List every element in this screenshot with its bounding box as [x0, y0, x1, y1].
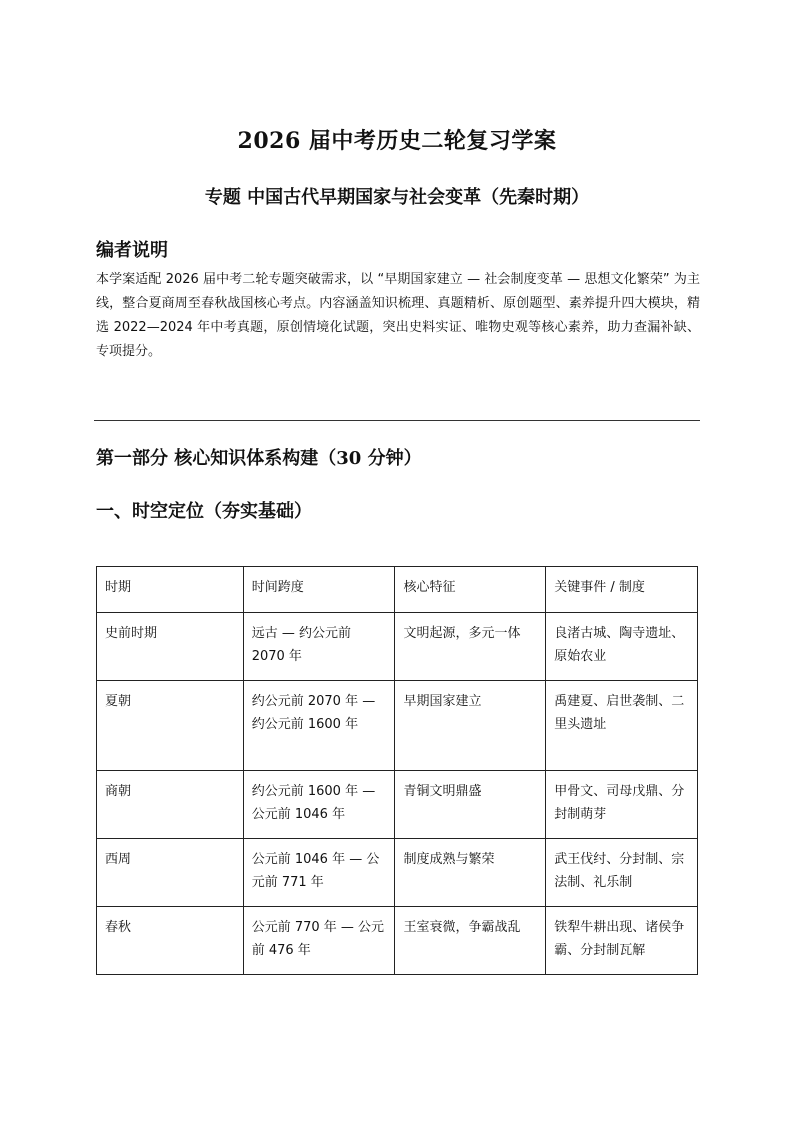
table-row [97, 771, 698, 839]
table-cell-events: 武王伐纣、分封制、宗法制、礼乐制 [546, 839, 698, 907]
table-row [97, 681, 698, 771]
table-cell-feature: 早期国家建立 [395, 681, 546, 771]
table-cell-period: 商朝 [97, 771, 244, 839]
editor-note-paragraph: 本学案适配 2026 届中考二轮专题突破需求，以 “早期国家建立 — 社会制度变革 — 思想文化繁荣” 为主线，整合夏商周至春秋战国核心考点。内容涵盖知识梳理、真题精析、原创题型、素养提升四大模块，精选 2022—2024 年中考真题，原创情境化试题，突出史料实证、唯物史观等核心素养，助力查漏补缺、专项提分。 [96, 272, 700, 359]
horizontal-divider [94, 420, 700, 421]
periods-table [96, 566, 698, 975]
table-cell-feature: 文明起源，多元一体 [395, 613, 546, 681]
table-row [97, 613, 698, 681]
table-cell-feature: 制度成熟与繁荣 [395, 839, 546, 907]
topic-subtitle: 专题 中国古代早期国家与社会变革（先秦时期） [204, 187, 590, 208]
document-title: 2026 届中考历史二轮复习学案 [237, 128, 557, 154]
table-cell-period: 春秋 [97, 907, 244, 975]
table-header-row [97, 567, 698, 613]
table-cell-period: 史前时期 [97, 613, 244, 681]
table-cell-events: 甲骨文、司母戊鼎、分封制萌芽 [546, 771, 698, 839]
table-cell-events: 禹建夏、启世袭制、二里头遗址 [546, 681, 698, 771]
editor-note-heading: 编者说明 [96, 240, 168, 261]
table-cell-timespan: 远古 — 约公元前 2070 年 [243, 613, 395, 681]
table-header-cell: 核心特征 [395, 567, 546, 613]
table-cell-timespan: 公元前 770 年 — 公元前 476 年 [243, 907, 395, 975]
table-cell-events: 铁犁牛耕出现、诸侯争霸、分封制瓦解 [546, 907, 698, 975]
table-cell-feature: 王室衰微，争霸战乱 [395, 907, 546, 975]
table-header-cell: 关键事件 / 制度 [546, 567, 698, 613]
part-one-heading: 第一部分 核心知识体系构建（30 分钟） [96, 448, 422, 469]
table-row [97, 839, 698, 907]
table-cell-timespan: 约公元前 2070 年 — 约公元前 1600 年 [243, 681, 395, 771]
table-cell-events: 良渚古城、陶寺遗址、原始农业 [546, 613, 698, 681]
table-cell-timespan: 约公元前 1600 年 — 公元前 1046 年 [243, 771, 395, 839]
table-cell-timespan: 公元前 1046 年 — 公元前 771 年 [243, 839, 395, 907]
table-header-cell: 时期 [97, 567, 244, 613]
table-header-cell: 时间跨度 [243, 567, 395, 613]
table-cell-period: 西周 [97, 839, 244, 907]
table-cell-period: 夏朝 [97, 681, 244, 771]
table-cell-feature: 青铜文明鼎盛 [395, 771, 546, 839]
section-one-heading: 一、时空定位（夯实基础） [96, 501, 312, 522]
table-row [97, 907, 698, 975]
